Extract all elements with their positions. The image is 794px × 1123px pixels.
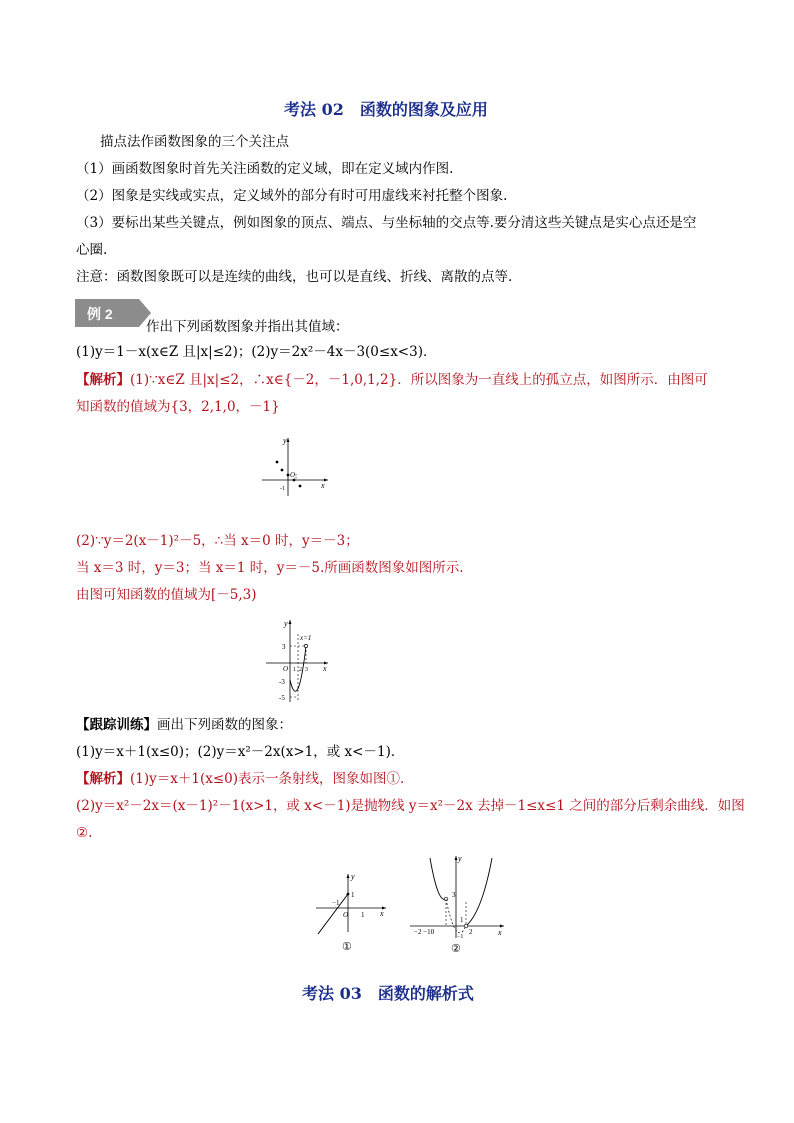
example-solution-line-2: 知函数的值域为{3，2,1,0，－1} [76, 399, 280, 415]
point-3-cont: 心圈. [76, 242, 108, 258]
fig4-minus-one-label: −1 [457, 934, 464, 940]
fig2-three-x-label: 3 [305, 667, 308, 673]
point-2: （2）图象是实线或实点，定义域外的部分有时可用虚线来衬托整个图象. [76, 188, 508, 204]
fig2-origin-label: O [283, 665, 289, 673]
fig1-origin-label: O [290, 471, 296, 479]
fig4-left-ticks-label: −2 −10 [414, 928, 435, 936]
figure-discrete-points [258, 434, 330, 498]
training-solution-line-2: (2)y＝x²－2x＝(x－1)²－1(x>1，或 x<－1)是抛物线 y＝x²－2x 去掉－1≤x≤1 之间的部分后剩余曲线．如图 [76, 798, 745, 814]
fig3-one-x-label: 1 [361, 911, 365, 919]
fig4-two-label: 2 [469, 928, 473, 936]
fig2-minus-three-label: -3 [279, 678, 285, 686]
example-prompt: 作出下列函数图象并指出其值域： [146, 319, 349, 335]
example-solution-line-1 [76, 371, 708, 389]
training-prompt: 画出下列函数的图象： [157, 717, 292, 733]
section2-title: 考法 03 函数的解析式 [302, 984, 474, 1003]
fig2-xeq1-label: x=1 [300, 634, 312, 642]
fig3-caption: ① [342, 941, 352, 952]
fig1-minus-one-label: -1 [280, 486, 285, 492]
fig2-x-label: x [323, 664, 327, 673]
fig2-two-label: 2 [299, 667, 302, 673]
fig4-x-label: x [498, 928, 502, 937]
training-label: 【跟踪训练】 [76, 717, 157, 733]
fig4-three-label: 3 [452, 891, 456, 899]
example-question: (1)y＝1－x(x∈Z 且|x|≤2)；(2)y＝2x²－4x－3(0≤x<3)． [76, 344, 437, 360]
training-solution-line-1 [76, 770, 404, 788]
point-3: （3）要标出某些关键点，例如图象的顶点、端点、与坐标轴的交点等.要分清这些关键点是实心点还是空 [76, 215, 697, 231]
figure-parabola [264, 618, 332, 704]
fig3-minus-one-label: −1 [332, 899, 340, 907]
figure-ray [312, 870, 390, 952]
training-solution-line-3: ②. [76, 825, 93, 841]
fig1-y-label: y [283, 436, 287, 445]
example-solution2-line-3: 由图可知函数的值域为[－5,3) [76, 587, 257, 603]
example-solution2-line-2: 当 x＝3 时，y＝3；当 x＝1 时，y＝－5.所画函数图象如图所示. [76, 560, 464, 576]
fig2-three-label: 3 [282, 643, 286, 651]
training-question: (1)y＝x＋1(x≤0)；(2)y＝x²－2x(x>1，或 x<－1)． [76, 744, 405, 760]
fig4-y-label: y [458, 854, 462, 863]
training-solution-text: (1)y＝x＋1(x≤0)表示一条射线，图象如图①. [130, 771, 405, 787]
fig2-y-label: y [284, 619, 288, 628]
fig2-minus-five-label: -5 [279, 694, 285, 702]
fig4-one-label: 1 [460, 916, 464, 924]
fig4-caption: ② [451, 943, 461, 955]
section-title: 考法 02 函数的图象及应用 [284, 100, 488, 119]
fig2-one-label: 1 [293, 667, 296, 673]
point-1: （1）画函数图象时首先关注函数的定义域，即在定义域内作图. [76, 161, 454, 177]
solution-text: (1)∵x∈Z 且|x|≤2，∴x∈{－2，－1,0,1,2}．所以图象为一直线上的孤立点，如图所示．由图可 [130, 372, 708, 388]
intro-text: 描点法作函数图象的三个关注点 [100, 134, 289, 150]
fig3-y-label: y [351, 872, 355, 881]
training-solution-label: 【解析】 [76, 771, 130, 787]
fig1-x-label: x [321, 481, 325, 490]
figure-parabola-removed [408, 852, 508, 956]
fig3-origin-label: O [343, 911, 349, 919]
example-tag-label: 例 2 [87, 306, 113, 322]
training-line [76, 716, 292, 734]
fig3-x-label: x [380, 909, 384, 918]
solution-label: 【解析】 [76, 372, 130, 388]
fig3-one-y-label: 1 [351, 891, 355, 899]
example-solution2-line-1: (2)∵y＝2(x－1)²－5，∴当 x＝0 时，y＝－3； [76, 533, 359, 549]
note-text: 注意：函数图象既可以是连续的曲线，也可以是直线、折线、离散的点等. [76, 269, 513, 285]
